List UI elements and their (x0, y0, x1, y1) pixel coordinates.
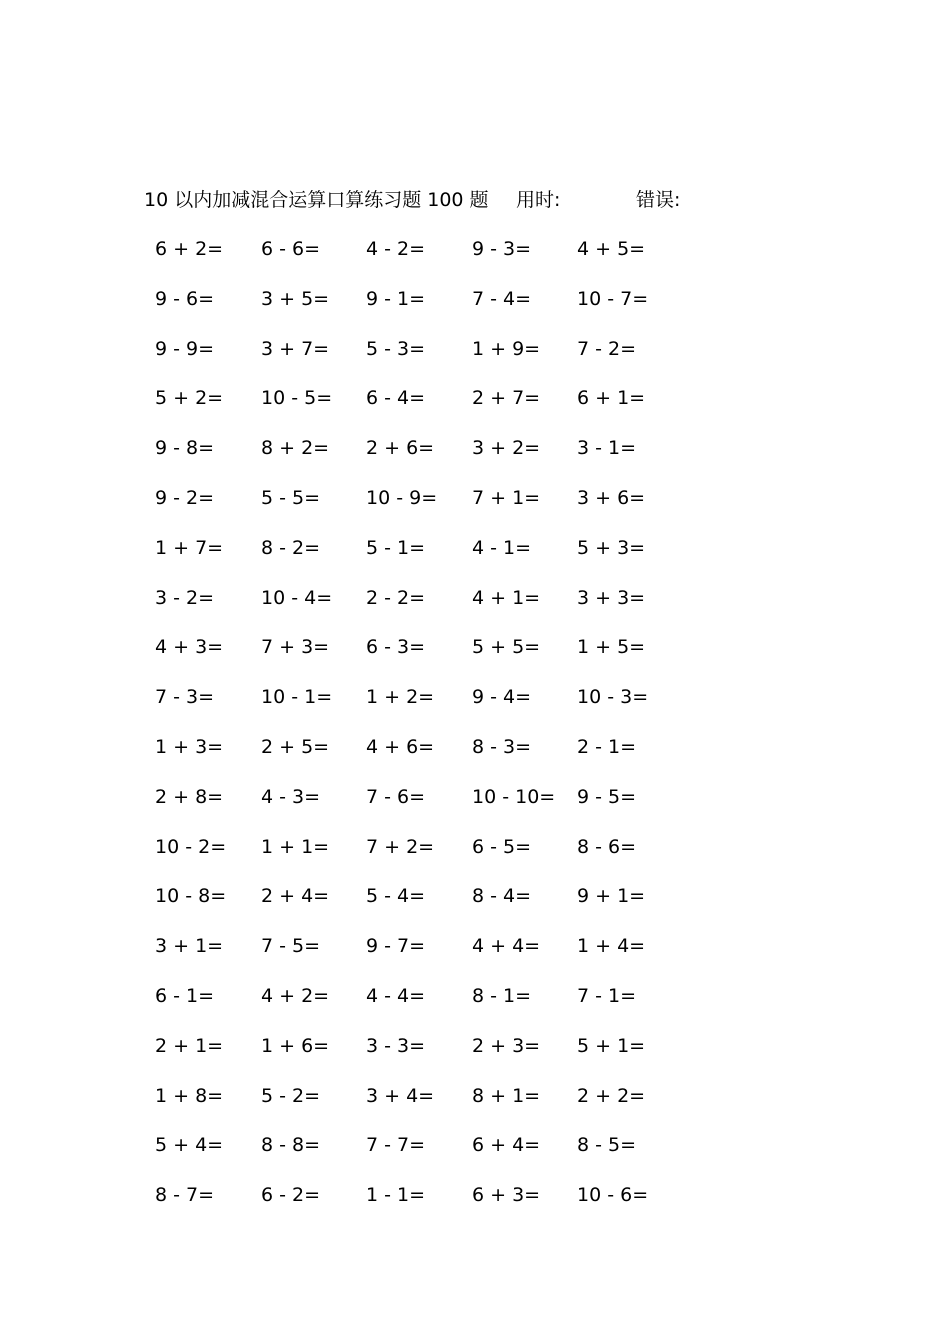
problem-item: 7 + 3= (261, 636, 330, 659)
problem-row (0, 534, 950, 584)
problem-item: 2 + 1= (155, 1034, 224, 1057)
problem-item: 5 + 2= (155, 387, 224, 410)
problem-item: 3 + 2= (472, 437, 541, 460)
problem-item: 4 - 2= (366, 238, 426, 260)
problem-row (0, 833, 950, 883)
problem-item: 9 - 6= (155, 287, 215, 310)
problem-item: 10 - 5= (261, 387, 333, 410)
problem-item: 8 - 8= (261, 1134, 321, 1157)
problem-item: 1 + 7= (155, 536, 224, 559)
problem-item: 3 + 5= (261, 287, 330, 310)
problem-item: 5 - 3= (366, 337, 426, 360)
problem-item: 1 - 1= (366, 1184, 426, 1207)
problem-item: 10 - 7= (577, 287, 649, 310)
problem-item: 10 - 3= (577, 686, 649, 709)
problem-item: 2 - 2= (366, 586, 426, 609)
problem-item: 8 - 7= (155, 1184, 215, 1207)
problem-item: 9 - 8= (155, 437, 215, 460)
problem-item: 8 - 1= (472, 984, 532, 1007)
problem-item: 9 - 3= (472, 238, 532, 260)
problem-item: 8 - 4= (472, 885, 532, 908)
problem-item: 3 + 6= (577, 486, 646, 509)
problem-item: 1 + 4= (577, 935, 646, 958)
problem-item: 6 - 2= (261, 1184, 321, 1207)
problem-item: 9 - 1= (366, 287, 426, 310)
problem-item: 10 - 4= (261, 586, 333, 609)
problem-item: 3 + 1= (155, 935, 224, 958)
problem-item: 2 + 8= (155, 785, 224, 808)
problem-item: 8 - 3= (472, 735, 532, 758)
problem-item: 8 - 5= (577, 1134, 637, 1157)
problem-item: 7 - 2= (577, 337, 637, 360)
problem-row (0, 733, 950, 783)
problem-item: 5 + 5= (472, 636, 541, 659)
problem-item: 6 + 4= (472, 1134, 541, 1157)
problem-item: 5 + 1= (577, 1034, 646, 1057)
problem-item: 8 + 1= (472, 1084, 541, 1107)
problem-item: 6 - 5= (472, 835, 532, 858)
time-label: 用时: (516, 189, 561, 211)
problem-item: 5 - 1= (366, 536, 426, 559)
problem-item: 5 - 4= (366, 885, 426, 908)
problem-row (0, 285, 950, 335)
problem-row (0, 1082, 950, 1132)
problem-item: 7 + 2= (366, 835, 435, 858)
problem-row (0, 484, 950, 534)
problem-row (0, 783, 950, 833)
problem-item: 7 - 4= (472, 287, 532, 310)
problem-item: 6 + 2= (155, 238, 224, 260)
problem-item: 4 + 1= (472, 586, 541, 609)
problem-item: 8 + 2= (261, 437, 330, 460)
problem-item: 1 + 6= (261, 1034, 330, 1057)
problem-item: 1 + 1= (261, 835, 330, 858)
problem-row (0, 882, 950, 932)
problem-item: 9 + 1= (577, 885, 646, 908)
problem-item: 2 + 2= (577, 1084, 646, 1107)
problem-item: 2 - 1= (577, 735, 637, 758)
problem-item: 7 - 1= (577, 984, 637, 1007)
problem-item: 5 + 3= (577, 536, 646, 559)
problem-item: 10 - 2= (155, 835, 227, 858)
problem-item: 3 - 3= (366, 1034, 426, 1057)
problem-item: 6 - 3= (366, 636, 426, 659)
worksheet-title: 10 以内加减混合运算口算练习题 100 题 (144, 189, 489, 211)
problem-item: 7 - 7= (366, 1134, 426, 1157)
problem-item: 2 + 5= (261, 735, 330, 758)
problem-item: 3 + 7= (261, 337, 330, 360)
problem-row (0, 384, 950, 434)
problem-item: 9 - 2= (155, 486, 215, 509)
problem-item: 3 - 1= (577, 437, 637, 460)
problem-row (0, 932, 950, 982)
problem-item: 7 + 1= (472, 486, 541, 509)
problem-item: 3 + 4= (366, 1084, 435, 1107)
problem-row (0, 584, 950, 634)
problem-item: 4 + 3= (155, 636, 224, 659)
problem-item: 6 + 1= (577, 387, 646, 410)
problem-item: 9 - 5= (577, 785, 637, 808)
problem-item: 10 - 1= (261, 686, 333, 709)
problem-item: 4 - 3= (261, 785, 321, 808)
problem-row (0, 982, 950, 1032)
problem-row (0, 683, 950, 733)
problem-row (0, 633, 950, 683)
problem-grid (0, 235, 950, 1231)
problem-item: 4 + 2= (261, 984, 330, 1007)
problem-row (0, 1181, 950, 1231)
problem-item: 1 + 3= (155, 735, 224, 758)
problem-row (0, 1032, 950, 1082)
error-label: 错误: (636, 189, 681, 211)
problem-item: 4 - 4= (366, 984, 426, 1007)
problem-item: 8 - 2= (261, 536, 321, 559)
problem-item: 5 - 5= (261, 486, 321, 509)
problem-item: 9 - 7= (366, 935, 426, 958)
problem-row (0, 1131, 950, 1181)
problem-item: 1 + 9= (472, 337, 541, 360)
problem-item: 7 - 5= (261, 935, 321, 958)
problem-item: 3 + 3= (577, 586, 646, 609)
problem-item: 4 - 1= (472, 536, 532, 559)
problem-item: 9 - 9= (155, 337, 215, 360)
problem-item: 6 - 4= (366, 387, 426, 410)
problem-item: 1 + 8= (155, 1084, 224, 1107)
problem-item: 5 - 2= (261, 1084, 321, 1107)
problem-item: 5 + 4= (155, 1134, 224, 1157)
problem-item: 10 - 6= (577, 1184, 649, 1207)
problem-item: 10 - 9= (366, 486, 438, 509)
problem-item: 2 + 3= (472, 1034, 541, 1057)
problem-item: 10 - 8= (155, 885, 227, 908)
problem-item: 6 + 3= (472, 1184, 541, 1207)
problem-item: 3 - 2= (155, 586, 215, 609)
problem-row (0, 335, 950, 385)
problem-item: 1 + 2= (366, 686, 435, 709)
problem-item: 2 + 7= (472, 387, 541, 410)
problem-item: 10 - 10= (472, 785, 556, 808)
problem-row (0, 434, 950, 484)
problem-item: 4 + 6= (366, 735, 435, 758)
problem-item: 2 + 6= (366, 437, 435, 460)
problem-item: 4 + 5= (577, 238, 646, 260)
problem-item: 9 - 4= (472, 686, 532, 709)
problem-item: 6 - 6= (261, 238, 321, 260)
problem-item: 4 + 4= (472, 935, 541, 958)
problem-item: 6 - 1= (155, 984, 215, 1007)
problem-item: 8 - 6= (577, 835, 637, 858)
problem-item: 2 + 4= (261, 885, 330, 908)
problem-item: 1 + 5= (577, 636, 646, 659)
problem-row (0, 235, 950, 285)
problem-item: 7 - 6= (366, 785, 426, 808)
problem-item: 7 - 3= (155, 686, 215, 709)
